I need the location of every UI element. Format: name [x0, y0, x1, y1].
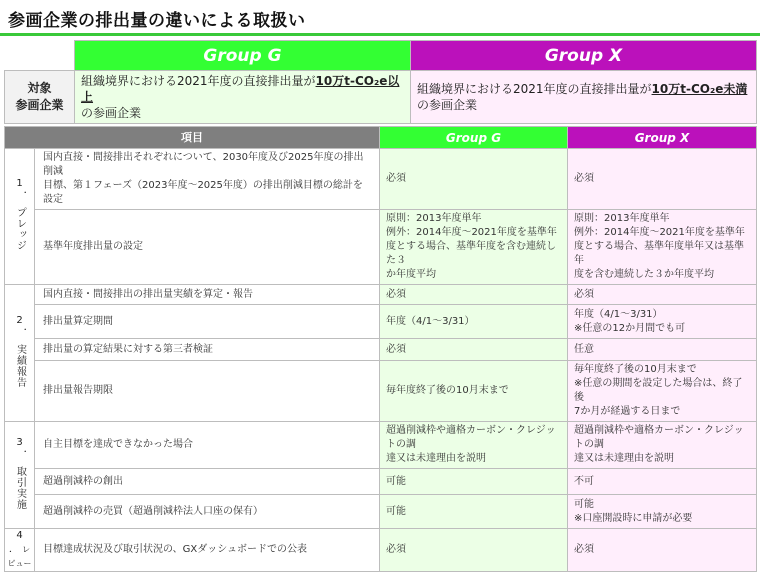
value-line: 可能 [574, 498, 594, 510]
section-title: 取引実施 [14, 465, 26, 510]
row-group-x-value: 必須 [568, 285, 757, 305]
value-line: 原則：2013年度単年 [386, 213, 482, 224]
row-group-x-value [568, 422, 757, 469]
target-label-line-1: 対象 [27, 81, 52, 95]
row-item: 排出量報告期限 [35, 361, 380, 422]
value-line: 度とする場合、基準年度単年又は基準年 [574, 241, 744, 266]
value-line: 超過削減枠や適格カーボン・クレジットの調 [386, 425, 556, 450]
row-item: 自主目標を達成できなかった場合 [35, 422, 380, 469]
comparison-table [4, 126, 756, 572]
row-group-g-value: 必須 [380, 285, 568, 305]
row-group-x-value: 不可 [568, 469, 757, 495]
row-group-x-value [568, 361, 757, 422]
row-item: 国内直接・間接排出の排出量実績を算定・報告 [35, 285, 380, 305]
value-line: ※口座開設時に申請が必要 [574, 512, 693, 524]
title-underline [0, 33, 760, 36]
row-item-line: 国内直接・間接排出それぞれについて、2030年度及び2025年度の排出削減 [43, 152, 364, 177]
section-number: 2 [16, 314, 23, 326]
blank-header-cell [5, 41, 75, 71]
row-group-x-value: 必須 [568, 529, 757, 572]
section-title: レビュー [7, 545, 32, 568]
row-group-g-value [380, 210, 568, 285]
section-dot: ． [14, 191, 26, 202]
group-g-def-post: の参画企業 [81, 106, 142, 120]
row-group-x-value [568, 305, 757, 339]
group-x-def-pre: 組織境界における2021年度の直接排出量が [417, 82, 652, 96]
value-line: 達又は未達理由を説明 [386, 453, 486, 464]
value-line: 超過削減枠や適格カーボン・クレジットの調 [574, 425, 744, 450]
group-g-def-pre: 組織境界における2021年度の直接排出量が [81, 74, 316, 88]
group-x-def-post: の参画企業 [417, 98, 478, 112]
value-line: ※任意の期間を設定した場合は、終了後 [574, 378, 743, 403]
group-g-threshold: 10万t-CO₂e以上 [81, 74, 400, 104]
row-item-line: 目標、第１フェーズ（2023年度～2025年度）の排出削減目標の総計を設定 [43, 180, 363, 205]
section-1-label [5, 149, 35, 285]
header-item: 項目 [5, 127, 380, 149]
value-line: 度を含む連続した３か年度平均 [574, 269, 714, 280]
row-item: 基準年度排出量の設定 [35, 210, 380, 285]
value-line: 度とする場合、基準年度を含む連続した３ [386, 241, 556, 266]
value-line: 7か月が経過する日まで [574, 406, 681, 417]
section-title: プレッジ [14, 207, 26, 251]
row-group-g-value: 必須 [380, 339, 568, 361]
section-3-label [5, 422, 35, 529]
row-group-g-value: 毎年度終了後の10月末まで [380, 361, 568, 422]
target-label-cell [5, 71, 75, 124]
section-dot: ． [8, 544, 19, 555]
section-number: 1 [16, 178, 23, 189]
row-group-g-value: 可能 [380, 469, 568, 495]
row-item [35, 149, 380, 210]
value-line: 年度（4/1～3/31） [574, 308, 663, 320]
row-group-g-value: 必須 [380, 149, 568, 210]
row-group-x-value: 任意 [568, 339, 757, 361]
header-group-g: Group G [380, 127, 568, 149]
value-line: か年度平均 [386, 269, 436, 280]
row-group-g-value [380, 422, 568, 469]
section-title: 実績報告 [14, 343, 26, 388]
section-number: 4 [16, 530, 23, 541]
row-item: 超過削減枠の創出 [35, 469, 380, 495]
group-x-header: Group X [411, 41, 757, 71]
row-group-x-value [568, 210, 757, 285]
value-line: 原則：2013年度単年 [574, 213, 670, 224]
value-line: 達又は未達理由を説明 [574, 453, 674, 464]
group-x-definition [411, 71, 757, 124]
value-line: ※任意の12か月間でも可 [574, 322, 686, 334]
value-line: 毎年度終了後の10月末まで [574, 364, 697, 375]
row-item: 目標達成状況及び取引状況の、GXダッシュボードでの公表 [35, 529, 380, 572]
page-title: 参画企業の排出量の違いによる取扱い [8, 11, 306, 31]
value-line: 例外：2014年度～2021年度を基準年 [574, 227, 745, 238]
row-group-x-value [568, 495, 757, 529]
row-item: 排出量算定期間 [35, 305, 380, 339]
row-group-g-value: 可能 [380, 495, 568, 529]
row-group-g-value: 必須 [380, 529, 568, 572]
section-4-label [5, 529, 35, 572]
row-item: 超過削減枠の売買（超過削減枠法人口座の保有） [35, 495, 380, 529]
header-group-x: Group X [568, 127, 757, 149]
group-g-definition [75, 71, 411, 124]
value-line: 例外：2014年度～2021年度を基準年 [386, 227, 557, 238]
row-group-g-value: 年度（4/1～3/31） [380, 305, 568, 339]
row-group-x-value: 必須 [568, 149, 757, 210]
section-dot: ． [14, 449, 26, 461]
group-definition-table [4, 40, 756, 124]
section-dot: ． [14, 327, 26, 339]
group-x-threshold: 10万t-CO₂e未満 [651, 82, 748, 96]
section-2-label [5, 285, 35, 422]
row-item: 排出量の算定結果に対する第三者検証 [35, 339, 380, 361]
section-number: 3 [16, 436, 23, 448]
target-label-line-2: 参画企業 [15, 98, 64, 112]
group-g-header: Group G [75, 41, 411, 71]
